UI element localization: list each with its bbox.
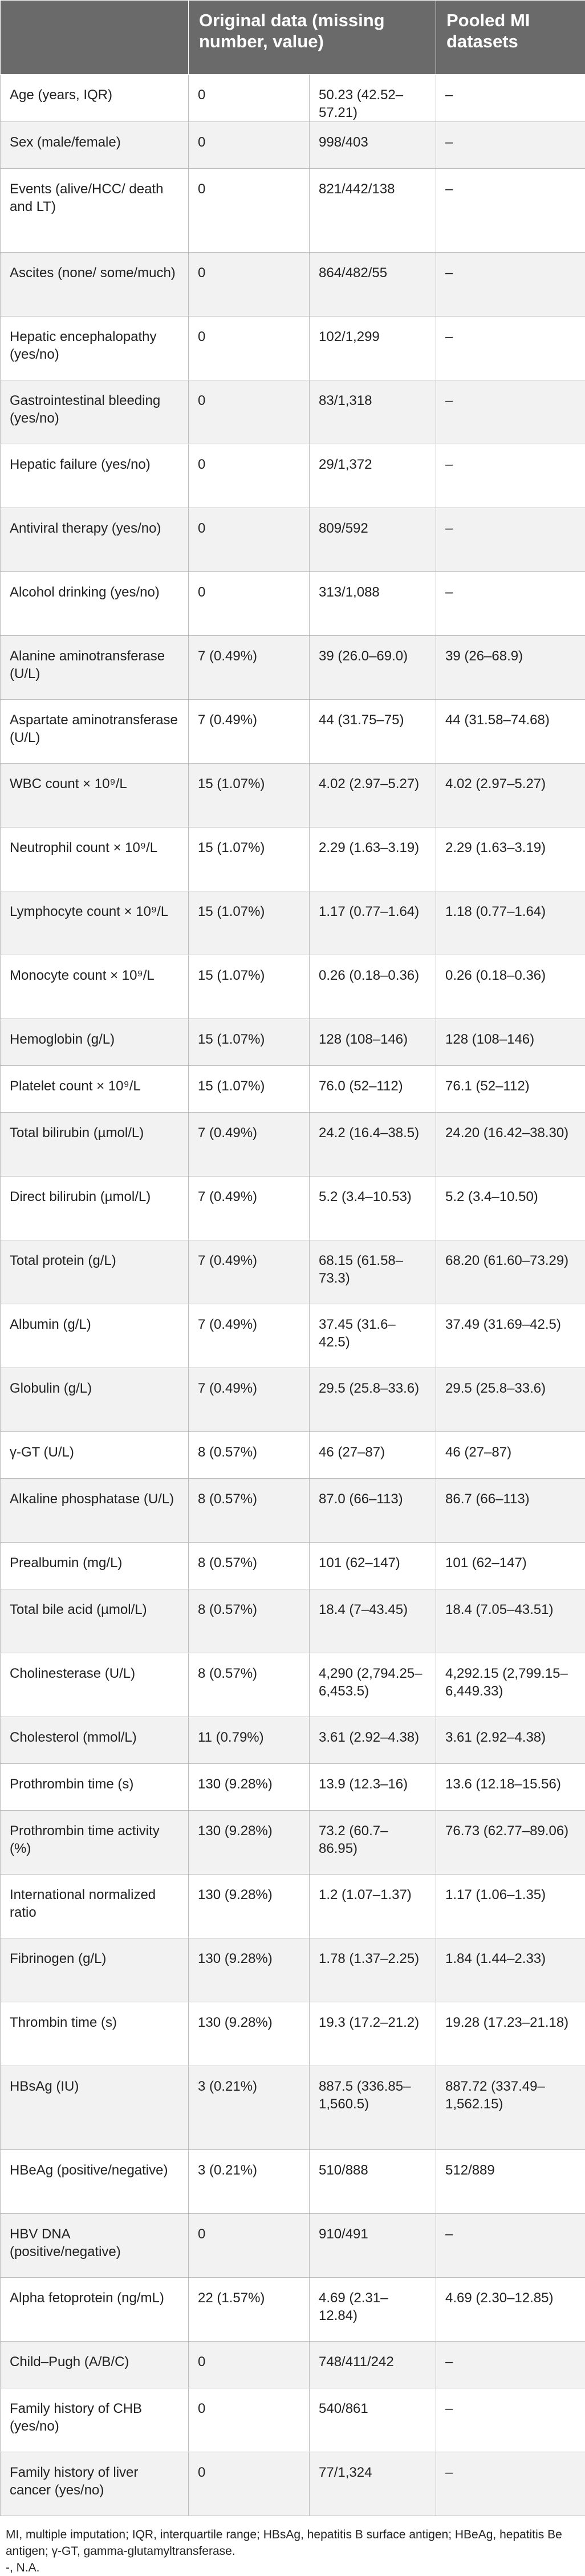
table-row: [1, 380, 585, 444]
row-pooled-value: 18.4 (7.05–43.51): [436, 1589, 585, 1653]
row-variable-label: Ascites (none/ some/much): [1, 253, 189, 317]
row-missing-count: 15 (1.07%): [189, 1019, 310, 1066]
table-row: [1, 2342, 585, 2388]
row-pooled-value: 76.1 (52–112): [436, 1066, 585, 1113]
table-row: [1, 1304, 585, 1368]
table-row: [1, 1113, 585, 1177]
row-variable-label: Sex (male/female): [1, 122, 189, 169]
row-pooled-value: 4.02 (2.97–5.27): [436, 764, 585, 827]
row-variable-label: Alpha fetoprotein (ng/mL): [1, 2278, 189, 2342]
table-row: [1, 955, 585, 1019]
row-variable-label: Thrombin time (s): [1, 2002, 189, 2066]
row-variable-label: Hepatic failure (yes/no): [1, 444, 189, 508]
row-pooled-value: 29.5 (25.8–33.6): [436, 1368, 585, 1432]
row-original-value: 510/888: [310, 2150, 436, 2214]
table-row: [1, 1240, 585, 1304]
row-missing-count: 130 (9.28%): [189, 1875, 310, 1938]
row-pooled-value: –: [436, 75, 585, 122]
row-original-value: 29/1,372: [310, 444, 436, 508]
row-pooled-value: 44 (31.58–74.68): [436, 700, 585, 764]
row-variable-label: Prealbumin (mg/L): [1, 1543, 189, 1589]
row-variable-label: Antiviral therapy (yes/no): [1, 508, 189, 572]
table-row: [1, 1368, 585, 1432]
row-variable-label: Cholinesterase (U/L): [1, 1653, 189, 1717]
table-row: [1, 1875, 585, 1938]
row-variable-label: Family history of liver cancer (yes/no): [1, 2452, 189, 2516]
table-row: [1, 2214, 585, 2278]
row-pooled-value: 128 (108–146): [436, 1019, 585, 1066]
table-row: [1, 253, 585, 317]
row-pooled-value: 19.28 (17.23–21.18): [436, 2002, 585, 2066]
row-variable-label: Prothrombin time activity (%): [1, 1811, 189, 1875]
row-pooled-value: –: [436, 2342, 585, 2388]
row-original-value: 128 (108–146): [310, 1019, 436, 1066]
row-original-value: 18.4 (7–43.45): [310, 1589, 436, 1653]
row-original-value: 83/1,318: [310, 380, 436, 444]
row-variable-label: WBC count × 10⁹/L: [1, 764, 189, 827]
row-variable-label: Globulin (g/L): [1, 1368, 189, 1432]
row-pooled-value: –: [436, 508, 585, 572]
row-original-value: 748/411/242: [310, 2342, 436, 2388]
table-row: [1, 1717, 585, 1764]
table-row: [1, 700, 585, 764]
row-pooled-value: –: [436, 2214, 585, 2278]
row-pooled-value: 512/889: [436, 2150, 585, 2214]
row-original-value: 2.29 (1.63–3.19): [310, 827, 436, 891]
row-original-value: 73.2 (60.7–86.95): [310, 1811, 436, 1875]
row-pooled-value: 2.29 (1.63–3.19): [436, 827, 585, 891]
row-original-value: 1.17 (0.77–1.64): [310, 891, 436, 955]
row-variable-label: Alcohol drinking (yes/no): [1, 572, 189, 636]
row-original-value: 46 (27–87): [310, 1432, 436, 1479]
row-missing-count: 7 (0.49%): [189, 1177, 310, 1240]
row-variable-label: Cholesterol (mmol/L): [1, 1717, 189, 1764]
row-original-value: 313/1,088: [310, 572, 436, 636]
table-row: [1, 508, 585, 572]
row-pooled-value: 37.49 (31.69–42.5): [436, 1304, 585, 1368]
table-row: [1, 572, 585, 636]
row-pooled-value: –: [436, 380, 585, 444]
table-row: [1, 891, 585, 955]
header-pooled-mi: Pooled MI datasets: [436, 1, 585, 75]
row-pooled-value: 3.61 (2.92–4.38): [436, 1717, 585, 1764]
row-missing-count: 8 (0.57%): [189, 1432, 310, 1479]
row-variable-label: Platelet count × 10⁹/L: [1, 1066, 189, 1113]
row-variable-label: Hepatic encephalopathy (yes/no): [1, 317, 189, 380]
row-missing-count: 7 (0.49%): [189, 1240, 310, 1304]
row-missing-count: 8 (0.57%): [189, 1589, 310, 1653]
row-missing-count: 130 (9.28%): [189, 1764, 310, 1811]
row-pooled-value: 1.84 (1.44–2.33): [436, 1938, 585, 2002]
row-variable-label: Age (years, IQR): [1, 75, 189, 122]
row-original-value: 29.5 (25.8–33.6): [310, 1368, 436, 1432]
row-original-value: 13.9 (12.3–16): [310, 1764, 436, 1811]
header-variable: [1, 1, 189, 75]
row-original-value: 37.45 (31.6–42.5): [310, 1304, 436, 1368]
row-pooled-value: –: [436, 122, 585, 169]
row-pooled-value: –: [436, 169, 585, 253]
row-pooled-value: 5.2 (3.4–10.50): [436, 1177, 585, 1240]
row-missing-count: 8 (0.57%): [189, 1653, 310, 1717]
row-missing-count: 0: [189, 2452, 310, 2516]
row-pooled-value: –: [436, 2452, 585, 2516]
table-footnote: [0, 2516, 585, 2576]
row-variable-label: Monocyte count × 10⁹/L: [1, 955, 189, 1019]
row-missing-count: 7 (0.49%): [189, 1368, 310, 1432]
row-missing-count: 130 (9.28%): [189, 1811, 310, 1875]
row-original-value: 77/1,324: [310, 2452, 436, 2516]
row-original-value: 0.26 (0.18–0.36): [310, 955, 436, 1019]
table-row: [1, 317, 585, 380]
row-variable-label: Neutrophil count × 10⁹/L: [1, 827, 189, 891]
row-missing-count: 0: [189, 317, 310, 380]
table-row: [1, 1653, 585, 1717]
row-variable-label: Aspartate aminotransferase (U/L): [1, 700, 189, 764]
row-original-value: 864/482/55: [310, 253, 436, 317]
table-row: [1, 827, 585, 891]
row-missing-count: 0: [189, 508, 310, 572]
row-missing-count: 0: [189, 122, 310, 169]
row-pooled-value: –: [436, 2388, 585, 2452]
row-variable-label: Family history of CHB (yes/no): [1, 2388, 189, 2452]
row-original-value: 44 (31.75–75): [310, 700, 436, 764]
row-original-value: 101 (62–147): [310, 1543, 436, 1589]
row-pooled-value: –: [436, 572, 585, 636]
row-pooled-value: 887.72 (337.49–1,562.15): [436, 2066, 585, 2150]
row-pooled-value: –: [436, 253, 585, 317]
row-missing-count: 0: [189, 169, 310, 253]
table-row: [1, 636, 585, 700]
row-missing-count: 7 (0.49%): [189, 1113, 310, 1177]
row-pooled-value: 39 (26–68.9): [436, 636, 585, 700]
table-row: [1, 1432, 585, 1479]
row-pooled-value: 68.20 (61.60–73.29): [436, 1240, 585, 1304]
row-pooled-value: 13.6 (12.18–15.56): [436, 1764, 585, 1811]
row-variable-label: International normalized ratio: [1, 1875, 189, 1938]
row-missing-count: 130 (9.28%): [189, 2002, 310, 2066]
table-row: [1, 1543, 585, 1589]
row-pooled-value: 4,292.15 (2,799.15–6,449.33): [436, 1653, 585, 1717]
row-original-value: 4.69 (2.31–12.84): [310, 2278, 436, 2342]
table-row: [1, 75, 585, 122]
row-variable-label: Lymphocyte count × 10⁹/L: [1, 891, 189, 955]
table-row: [1, 1019, 585, 1066]
row-missing-count: 22 (1.57%): [189, 2278, 310, 2342]
row-pooled-value: 101 (62–147): [436, 1543, 585, 1589]
row-missing-count: 3 (0.21%): [189, 2066, 310, 2150]
row-pooled-value: 4.69 (2.30–12.85): [436, 2278, 585, 2342]
row-original-value: 5.2 (3.4–10.53): [310, 1177, 436, 1240]
table-row: [1, 1177, 585, 1240]
table-row: [1, 1066, 585, 1113]
row-missing-count: 15 (1.07%): [189, 764, 310, 827]
row-original-value: 998/403: [310, 122, 436, 169]
table-row: [1, 1811, 585, 1875]
table-row: [1, 1479, 585, 1543]
row-variable-label: Child–Pugh (A/B/C): [1, 2342, 189, 2388]
table-row: [1, 2278, 585, 2342]
row-pooled-value: 0.26 (0.18–0.36): [436, 955, 585, 1019]
table-row: [1, 2066, 585, 2150]
row-original-value: 3.61 (2.92–4.38): [310, 1717, 436, 1764]
row-variable-label: HBsAg (IU): [1, 2066, 189, 2150]
row-variable-label: Direct bilirubin (µmol/L): [1, 1177, 189, 1240]
row-original-value: 821/442/138: [310, 169, 436, 253]
table-body: [1, 75, 585, 2516]
row-variable-label: Hemoglobin (g/L): [1, 1019, 189, 1066]
row-missing-count: 3 (0.21%): [189, 2150, 310, 2214]
row-missing-count: 7 (0.49%): [189, 636, 310, 700]
row-pooled-value: 1.17 (1.06–1.35): [436, 1875, 585, 1938]
row-original-value: 4,290 (2,794.25–6,453.5): [310, 1653, 436, 1717]
table-header: [1, 1, 585, 75]
row-variable-label: Total bile acid (µmol/L): [1, 1589, 189, 1653]
table-row: [1, 2002, 585, 2066]
row-original-value: 887.5 (336.85–1,560.5): [310, 2066, 436, 2150]
row-variable-label: Fibrinogen (g/L): [1, 1938, 189, 2002]
row-variable-label: Alkaline phosphatase (U/L): [1, 1479, 189, 1543]
row-missing-count: 15 (1.07%): [189, 955, 310, 1019]
row-missing-count: 0: [189, 75, 310, 122]
table-row: [1, 2452, 585, 2516]
table-row: [1, 444, 585, 508]
row-missing-count: 11 (0.79%): [189, 1717, 310, 1764]
table-row: [1, 2150, 585, 2214]
table-row: [1, 169, 585, 253]
row-variable-label: Alanine aminotransferase (U/L): [1, 636, 189, 700]
row-original-value: 102/1,299: [310, 317, 436, 380]
row-variable-label: Events (alive/HCC/ death and LT): [1, 169, 189, 253]
row-original-value: 39 (26.0–69.0): [310, 636, 436, 700]
row-missing-count: 0: [189, 253, 310, 317]
row-missing-count: 0: [189, 2388, 310, 2452]
table-row: [1, 1589, 585, 1653]
row-pooled-value: 1.18 (0.77–1.64): [436, 891, 585, 955]
row-variable-label: Prothrombin time (s): [1, 1764, 189, 1811]
header-row: [1, 1, 585, 75]
row-pooled-value: 86.7 (66–113): [436, 1479, 585, 1543]
table-row: [1, 1938, 585, 2002]
row-missing-count: 15 (1.07%): [189, 827, 310, 891]
row-original-value: 1.78 (1.37–2.25): [310, 1938, 436, 2002]
row-original-value: 76.0 (52–112): [310, 1066, 436, 1113]
row-original-value: 910/491: [310, 2214, 436, 2278]
row-missing-count: 0: [189, 380, 310, 444]
row-original-value: 540/861: [310, 2388, 436, 2452]
row-pooled-value: –: [436, 317, 585, 380]
table-row: [1, 764, 585, 827]
table-row: [1, 122, 585, 169]
table-row: [1, 1764, 585, 1811]
row-original-value: 4.02 (2.97–5.27): [310, 764, 436, 827]
row-missing-count: 7 (0.49%): [189, 1304, 310, 1368]
row-pooled-value: 24.20 (16.42–38.30): [436, 1113, 585, 1177]
row-missing-count: 0: [189, 572, 310, 636]
row-original-value: 809/592: [310, 508, 436, 572]
row-pooled-value: 46 (27–87): [436, 1432, 585, 1479]
row-variable-label: Total protein (g/L): [1, 1240, 189, 1304]
row-missing-count: 8 (0.57%): [189, 1479, 310, 1543]
row-missing-count: 15 (1.07%): [189, 891, 310, 955]
row-variable-label: Total bilirubin (µmol/L): [1, 1113, 189, 1177]
row-original-value: 1.2 (1.07–1.37): [310, 1875, 436, 1938]
row-pooled-value: 76.73 (62.77–89.06): [436, 1811, 585, 1875]
footnote-na: -, N.A.: [6, 2559, 579, 2576]
row-variable-label: HBeAg (positive/negative): [1, 2150, 189, 2214]
row-original-value: 87.0 (66–113): [310, 1479, 436, 1543]
row-missing-count: 7 (0.49%): [189, 700, 310, 764]
row-variable-label: Gastrointestinal bleeding (yes/no): [1, 380, 189, 444]
row-original-value: 68.15 (61.58–73.3): [310, 1240, 436, 1304]
row-variable-label: Albumin (g/L): [1, 1304, 189, 1368]
row-original-value: 24.2 (16.4–38.5): [310, 1113, 436, 1177]
row-variable-label: γ-GT (U/L): [1, 1432, 189, 1479]
row-missing-count: 15 (1.07%): [189, 1066, 310, 1113]
row-missing-count: 8 (0.57%): [189, 1543, 310, 1589]
header-original-data: Original data (missing number, value): [189, 1, 436, 75]
footnote-abbreviations: MI, multiple imputation; IQR, interquartile range; HBsAg, hepatitis B surface antigen; HBeAg, hepatitis Be antigen; γ-GT, gamma-glutamyltransferase.: [6, 2526, 579, 2559]
table-row: [1, 2388, 585, 2452]
row-original-value: 19.3 (17.2–21.2): [310, 2002, 436, 2066]
row-missing-count: 0: [189, 444, 310, 508]
row-original-value: 50.23 (42.52–57.21): [310, 75, 436, 122]
row-pooled-value: –: [436, 444, 585, 508]
row-variable-label: HBV DNA (positive/negative): [1, 2214, 189, 2278]
row-missing-count: 130 (9.28%): [189, 1938, 310, 2002]
row-missing-count: 0: [189, 2342, 310, 2388]
row-missing-count: 0: [189, 2214, 310, 2278]
